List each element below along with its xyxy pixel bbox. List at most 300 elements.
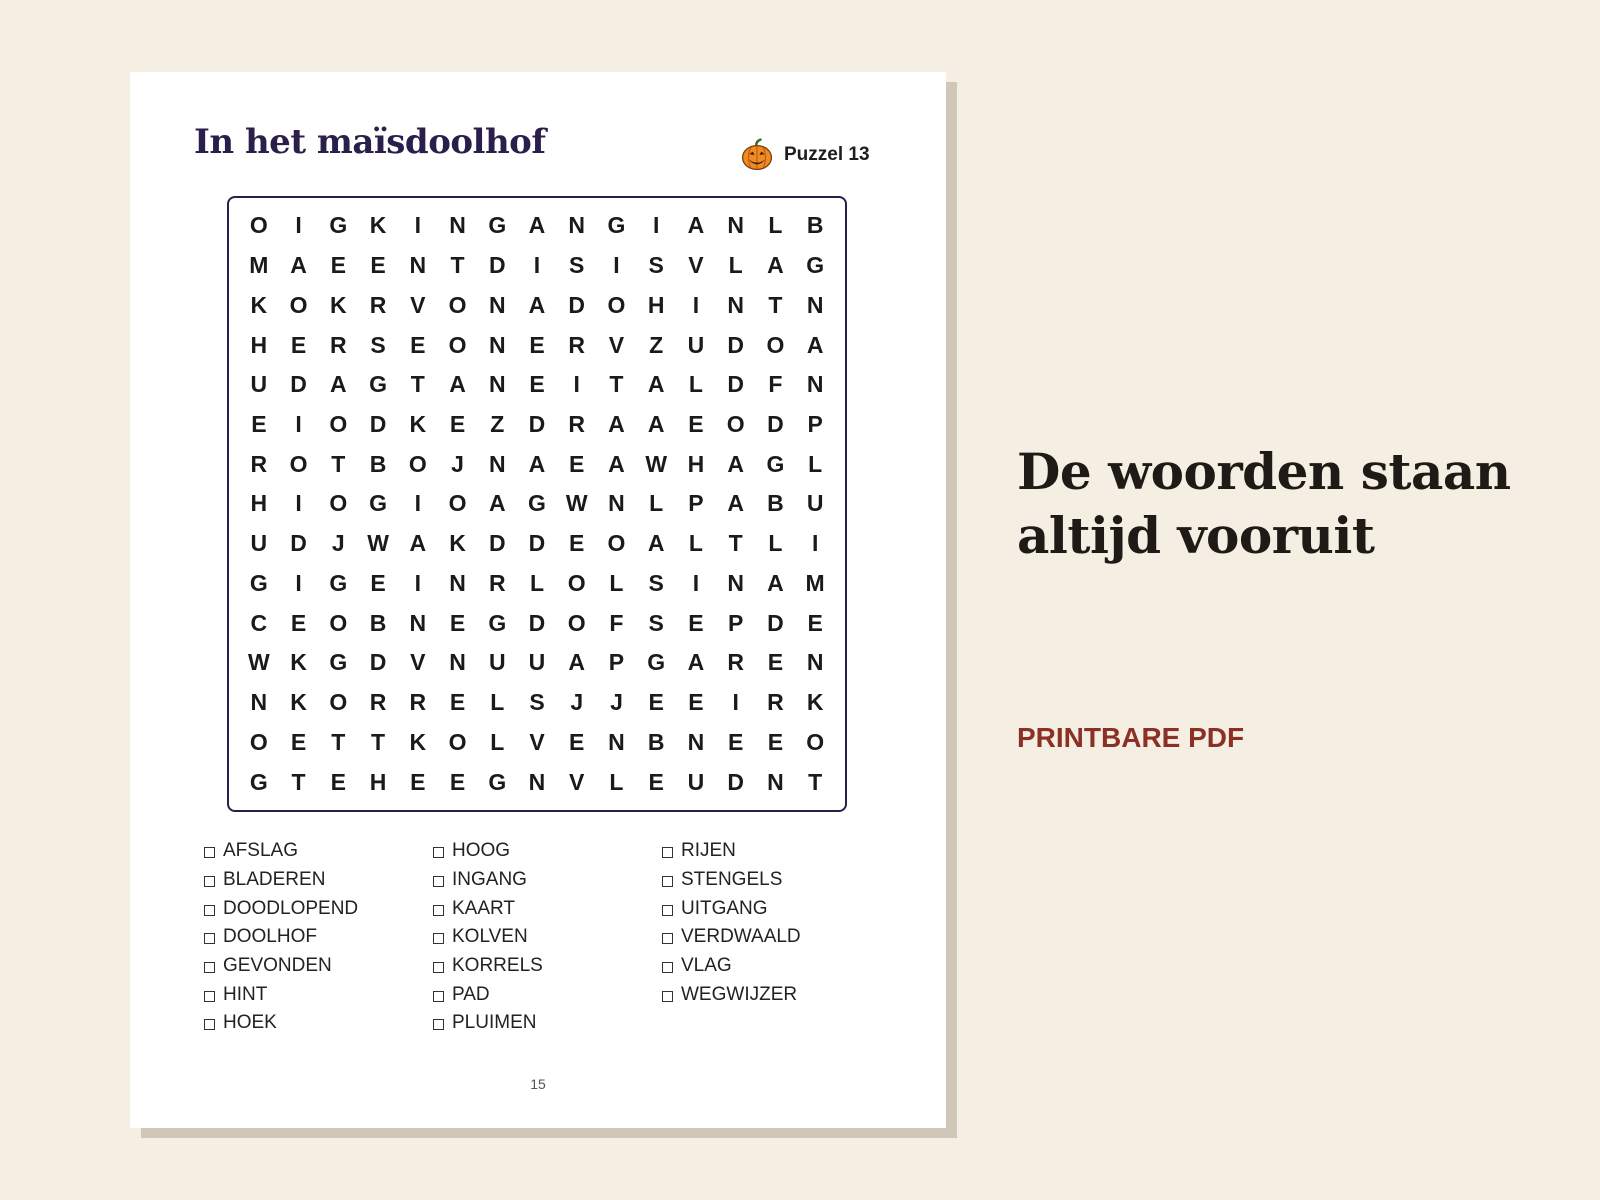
word-item [204, 894, 433, 923]
grid-letter: U [250, 371, 268, 398]
grid-letter: R [369, 291, 387, 318]
grid-letter: U [806, 490, 824, 517]
printable-pdf-label: PRINTBARE PDF [1017, 722, 1245, 753]
grid-letter: O [607, 530, 626, 557]
grid-letter: L [490, 728, 505, 755]
grid-letter: I [414, 490, 421, 517]
grid-letter: G [488, 609, 507, 636]
grid-letter: E [370, 569, 386, 596]
grid-letter: H [250, 331, 268, 358]
grid-letter: K [409, 411, 427, 438]
grid-letter: W [565, 490, 588, 517]
word-item [433, 980, 662, 1009]
grid-letter: A [608, 411, 625, 438]
checkbox[interactable] [204, 991, 215, 1002]
grid-letter: A [528, 212, 546, 239]
grid-letter: G [249, 569, 268, 596]
side-heading [1017, 440, 1577, 568]
grid-letter: A [528, 450, 546, 477]
puzzle-page [130, 72, 946, 1128]
word-label: INGANG [452, 869, 527, 891]
grid-letter: G [249, 768, 268, 795]
grid-letter: I [295, 569, 302, 596]
grid-letter: F [768, 371, 783, 398]
checkbox[interactable] [662, 991, 673, 1002]
grid-letter: E [529, 331, 545, 358]
word-column [433, 837, 662, 1038]
grid-letter: E [330, 768, 346, 795]
grid-letter: A [290, 252, 307, 279]
grid-letter: A [647, 530, 665, 557]
word-item [204, 1009, 433, 1038]
grid-letter: J [610, 689, 623, 716]
grid-letter: N [250, 689, 268, 716]
grid-letter: E [410, 331, 426, 358]
page-number: 15 [530, 1076, 546, 1092]
word-label: KAART [452, 897, 516, 919]
grid-letter: K [369, 212, 387, 239]
grid-letter: H [647, 291, 665, 318]
grid-letter: E [688, 689, 704, 716]
grid-letter: R [488, 569, 506, 596]
grid-letter: O [329, 490, 348, 517]
grid-letter: I [692, 569, 700, 596]
grid-letter: T [291, 768, 306, 795]
grid-letter: S [529, 689, 545, 716]
grid-letter: K [806, 689, 824, 716]
grid-letter: D [290, 530, 307, 557]
grid-letter: E [330, 252, 346, 279]
grid-letter: G [488, 768, 507, 795]
grid-letter: V [410, 291, 426, 318]
grid-letter: D [369, 411, 387, 438]
grid-letter: V [410, 649, 426, 676]
grid-letter: I [295, 411, 302, 438]
grid-letter: A [330, 371, 347, 398]
word-item [204, 923, 433, 952]
grid-letter: O [329, 689, 348, 716]
grid-letter: E [410, 768, 426, 795]
grid-letter: R [767, 689, 784, 716]
grid-letter: V [529, 728, 545, 755]
grid-letter: A [449, 371, 466, 398]
grid-letter: N [449, 569, 466, 596]
grid-letter: W [367, 530, 389, 557]
grid-letter: R [568, 411, 586, 438]
grid-letter: D [528, 530, 546, 557]
grid-letter: N [409, 252, 427, 279]
word-label: GEVONDEN [223, 955, 332, 977]
letter-grid [227, 196, 847, 812]
grid-letter: E [767, 728, 784, 755]
grid-letter: I [573, 371, 580, 398]
grid-letter: G [607, 212, 626, 239]
grid-letter: K [449, 530, 466, 557]
checkbox[interactable] [204, 933, 215, 944]
grid-letter: M [805, 569, 825, 596]
word-label: DOODLOPEND [223, 897, 359, 919]
grid-letter: D [767, 609, 784, 636]
grid-letter: O [726, 411, 745, 438]
grid-letter: I [533, 252, 541, 279]
grid-letter: R [409, 689, 427, 716]
grid-letter: J [331, 530, 345, 557]
grid-letter: E [449, 609, 466, 636]
grid-letter: E [569, 728, 585, 755]
grid-letter: O [806, 728, 825, 755]
grid-letter: O [249, 728, 268, 755]
grid-letter: K [250, 291, 268, 318]
grid-letter: N [488, 331, 506, 358]
grid-letter: E [449, 689, 466, 716]
checkbox[interactable] [204, 962, 215, 973]
grid-letter: J [570, 689, 584, 716]
grid-letter: N [608, 490, 625, 517]
grid-letter: E [807, 609, 823, 636]
word-column [204, 837, 433, 1038]
grid-letter: E [688, 609, 704, 636]
grid-letter: G [329, 569, 348, 596]
word-item [204, 980, 433, 1009]
checkbox[interactable] [204, 1019, 215, 1030]
word-label: HINT [223, 983, 268, 1005]
word-label: PAD [452, 983, 490, 1005]
word-item [433, 923, 662, 952]
grid-letter: S [648, 252, 664, 279]
grid-letter: L [529, 569, 545, 596]
grid-letter: B [806, 212, 824, 239]
grid-letter: K [290, 689, 307, 716]
grid-letter: O [249, 212, 268, 239]
word-item [204, 866, 433, 895]
grid-letter: E [290, 331, 307, 358]
grid-letter: I [295, 490, 302, 517]
grid-letter: N [727, 212, 744, 239]
word-item [662, 837, 891, 866]
grid-letter: A [806, 331, 824, 358]
word-label: HOOG [452, 840, 511, 862]
grid-letter: A [727, 490, 744, 517]
grid-letter: L [688, 530, 703, 557]
grid-letter: R [330, 331, 347, 358]
grid-letter: H [369, 768, 387, 795]
grid-letter: O [448, 291, 467, 318]
grid-letter: U [488, 649, 506, 676]
word-label: VERDWAALD [681, 926, 801, 948]
grid-letter: O [329, 411, 348, 438]
word-label: BLADEREN [223, 869, 326, 891]
grid-letter: A [647, 371, 665, 398]
grid-letter: T [768, 291, 783, 318]
word-label: STENGELS [681, 869, 783, 891]
word-item [433, 1009, 662, 1038]
checkbox[interactable] [433, 991, 444, 1002]
grid-letter: P [688, 490, 704, 517]
checkbox[interactable] [662, 905, 673, 916]
grid-letter: D [727, 768, 744, 795]
checkbox[interactable] [433, 962, 444, 973]
grid-letter: L [490, 689, 505, 716]
checkbox[interactable] [662, 933, 673, 944]
word-item [662, 866, 891, 895]
word-item [433, 837, 662, 866]
grid-letter: T [371, 728, 386, 755]
grid-letter: N [528, 768, 546, 795]
word-list [204, 837, 904, 1038]
grid-letter: T [331, 728, 346, 755]
grid-letter: L [768, 530, 783, 557]
grid-letter: N [806, 291, 824, 318]
pumpkin-icon [740, 138, 774, 172]
grid-letter: I [692, 291, 700, 318]
word-label: WEGWIJZER [681, 983, 798, 1005]
grid-letter: O [329, 609, 348, 636]
grid-letter: D [488, 530, 506, 557]
grid-letter: A [409, 530, 427, 557]
grid-letter: R [568, 331, 586, 358]
grid-letter: G [329, 649, 348, 676]
grid-letter: T [609, 371, 624, 398]
grid-letter: E [569, 450, 585, 477]
grid-letter: D [528, 609, 546, 636]
grid-letter: G [369, 490, 387, 517]
grid-letter: I [414, 212, 421, 239]
side-heading-line2: altijd vooruit [1017, 506, 1375, 565]
grid-letter: I [414, 569, 421, 596]
grid-letter: L [609, 569, 624, 596]
grid-letter: E [290, 728, 307, 755]
grid-letter: N [488, 371, 506, 398]
grid-letter: D [727, 371, 744, 398]
grid-letter: C [250, 609, 268, 636]
grid-letter: L [808, 450, 823, 477]
checkbox[interactable] [204, 847, 215, 858]
grid-letter: S [648, 569, 664, 596]
grid-letter: H [250, 490, 268, 517]
grid-letter: G [528, 490, 546, 517]
grid-letter: G [766, 450, 785, 477]
grid-letter: N [806, 371, 824, 398]
grid-letter: U [687, 331, 705, 358]
grid-letter: A [767, 569, 784, 596]
grid-letter: M [249, 252, 269, 279]
checkbox[interactable] [433, 1019, 444, 1030]
word-item [662, 894, 891, 923]
grid-letter: G [647, 649, 666, 676]
grid-letter: I [653, 212, 660, 239]
word-label: DOOLHOF [223, 926, 317, 948]
grid-letter: E [648, 768, 664, 795]
checkbox[interactable] [204, 876, 215, 887]
grid-letter: N [568, 212, 586, 239]
grid-letter: E [449, 768, 466, 795]
grid-letter: T [331, 450, 346, 477]
grid-letter: P [608, 649, 625, 676]
grid-letter: A [687, 212, 705, 239]
grid-letter: A [608, 450, 625, 477]
word-item [204, 837, 433, 866]
grid-letter: A [647, 411, 665, 438]
grid-letter: N [767, 768, 784, 795]
grid-letter: L [728, 252, 743, 279]
grid-letter: B [369, 450, 387, 477]
grid-letter: O [607, 291, 626, 318]
grid-letter: D [290, 371, 307, 398]
grid-letter: E [529, 371, 545, 398]
grid-letter: G [369, 371, 387, 398]
grid-letter: W [248, 649, 270, 676]
checkbox[interactable] [433, 905, 444, 916]
checkbox[interactable] [433, 847, 444, 858]
grid-letter: I [811, 530, 819, 557]
grid-letter: R [250, 450, 268, 477]
grid-letter: B [767, 490, 784, 517]
grid-letter: P [727, 609, 744, 636]
grid-letter: G [488, 212, 507, 239]
grid-letter: S [569, 252, 585, 279]
grid-letter: F [609, 609, 624, 636]
word-label: RIJEN [681, 840, 736, 862]
grid-letter: W [645, 450, 668, 477]
word-label: UITGANG [681, 897, 768, 919]
word-label: KOLVEN [452, 926, 528, 948]
grid-letter: E [449, 411, 466, 438]
grid-letter: E [727, 728, 744, 755]
grid-letter: U [250, 530, 268, 557]
grid-letter: E [688, 411, 704, 438]
grid-letter: O [567, 609, 586, 636]
word-item [433, 866, 662, 895]
grid-letter: E [767, 649, 784, 676]
checkbox[interactable] [204, 905, 215, 916]
grid-letter: E [648, 689, 664, 716]
word-label: KORRELS [452, 955, 543, 977]
puzzle-number-label: Puzzel 13 [784, 144, 870, 165]
word-item [204, 952, 433, 981]
grid-letter: K [409, 728, 427, 755]
checkbox[interactable] [433, 933, 444, 944]
word-item [662, 923, 891, 952]
grid-letter: L [609, 768, 624, 795]
word-item [662, 952, 891, 981]
grid-letter: N [727, 569, 744, 596]
grid-letter: N [449, 212, 466, 239]
grid-letter: G [806, 252, 825, 279]
grid-letter: T [450, 252, 465, 279]
grid-letter: A [727, 450, 744, 477]
grid-letter: S [370, 331, 386, 358]
grid-letter: E [370, 252, 386, 279]
grid-letter: U [528, 649, 546, 676]
puzzle-title: In het maïsdoolhof [194, 122, 546, 162]
puzzle-tag [740, 138, 870, 172]
grid-letter: O [766, 331, 785, 358]
checkbox[interactable] [662, 962, 673, 973]
grid-letter: L [688, 371, 703, 398]
grid-letter: J [451, 450, 464, 477]
grid-letter: O [567, 569, 586, 596]
grid-letter: O [448, 331, 467, 358]
grid-letter: O [408, 450, 427, 477]
grid-letter: K [330, 291, 347, 318]
grid-letter: B [369, 609, 387, 636]
grid-letter: D [369, 649, 387, 676]
grid-letter: B [647, 728, 665, 755]
grid-letter: N [608, 728, 625, 755]
grid-letter: Z [649, 331, 664, 358]
grid-letter: R [727, 649, 744, 676]
grid-letter: D [727, 331, 744, 358]
grid-letter: D [528, 411, 546, 438]
grid-letter: E [569, 530, 585, 557]
word-item [433, 894, 662, 923]
grid-letter: E [251, 411, 267, 438]
grid-letter: T [410, 371, 425, 398]
checkbox[interactable] [662, 876, 673, 887]
grid-letter: L [649, 490, 664, 517]
word-item [662, 980, 891, 1009]
grid-letter: S [648, 609, 664, 636]
grid-letter: G [329, 212, 348, 239]
grid-letter: O [289, 450, 308, 477]
grid-letter: V [608, 331, 625, 358]
grid-letter: N [488, 291, 506, 318]
grid-letter: D [488, 252, 506, 279]
word-column [662, 837, 891, 1038]
grid-letter: N [727, 291, 744, 318]
grid-letter: Z [490, 411, 505, 438]
grid-letter: D [568, 291, 586, 318]
checkbox[interactable] [433, 876, 444, 887]
grid-letter: L [768, 212, 783, 239]
grid-letter: O [448, 728, 467, 755]
word-label: VLAG [681, 955, 732, 977]
grid-letter: T [728, 530, 743, 557]
checkbox[interactable] [662, 847, 673, 858]
grid-letter: V [569, 768, 585, 795]
grid-letter: O [289, 291, 308, 318]
grid-letter: N [488, 450, 506, 477]
grid-letter: N [806, 649, 824, 676]
grid-letter: H [687, 450, 705, 477]
grid-letter: D [767, 411, 784, 438]
word-label: AFSLAG [223, 840, 298, 862]
grid-letter: N [409, 609, 427, 636]
grid-letter: I [613, 252, 620, 279]
word-label: HOEK [223, 1012, 277, 1034]
grid-letter: K [290, 649, 307, 676]
side-heading-line1: De woorden staan [1017, 442, 1511, 501]
grid-letter: I [295, 212, 302, 239]
word-label: PLUIMEN [452, 1012, 537, 1034]
grid-letter: E [290, 609, 307, 636]
grid-letter: P [807, 411, 823, 438]
grid-letter: A [687, 649, 705, 676]
grid-letter: A [528, 291, 546, 318]
grid-letter: V [688, 252, 704, 279]
grid-letter: O [448, 490, 467, 517]
grid-letter: A [488, 490, 506, 517]
grid-letter: N [687, 728, 705, 755]
grid-letter: R [369, 689, 387, 716]
grid-letter: U [687, 768, 705, 795]
grid-letter: I [732, 689, 739, 716]
grid-letter: A [568, 649, 586, 676]
word-item [433, 952, 662, 981]
grid-letter: A [767, 252, 784, 279]
grid-letter: T [808, 768, 823, 795]
grid-letter: N [449, 649, 466, 676]
